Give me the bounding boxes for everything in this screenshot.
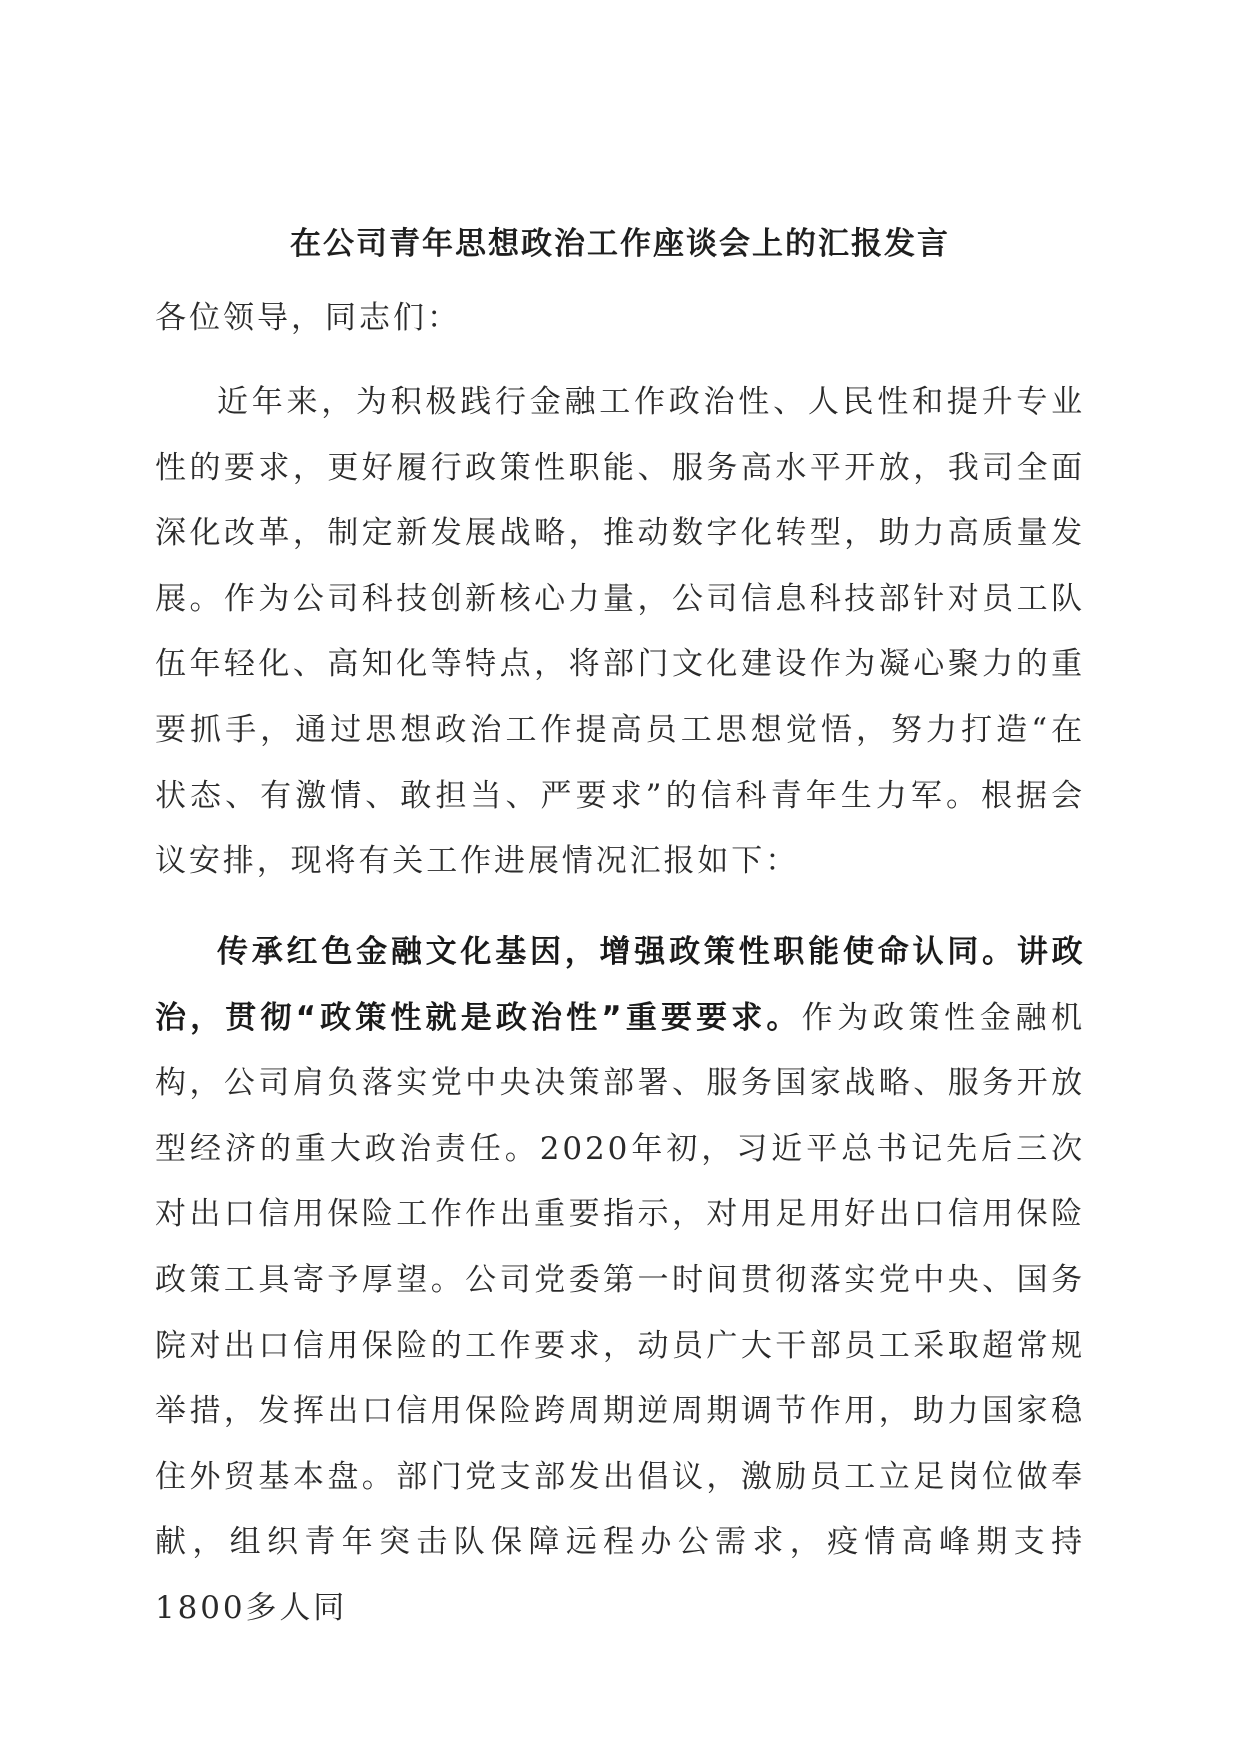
document-title: 在公司青年思想政治工作座谈会上的汇报发言 (290, 226, 950, 262)
paragraph-2 (155, 920, 1085, 1642)
salutation: 各位领导，同志们： (155, 300, 461, 336)
paragraph-1 (155, 370, 1085, 895)
paragraph-2-text: 作为政策性金融机构，公司肩负落实党中央决策部署、服务国家战略、服务开放型经济的重大政治责任。2020年初，习近平总书记先后三次对出口信用保险工作作出重要指示，对用足用好出口信用保险政策工具寄予厚望。公司党委第一时间贯彻落实党中央、国务院对出口信用保险的工作要求，动员广大干部员工采取超常规举措，发挥出口信用保险跨周期逆周期调节作用，助力国家稳住外贸基本盘。部门党支部发出倡议，激励员工立足岗位做奉献，组织青年突击队保障远程办公需求，疫情高峰期支持1800多人同 (155, 999, 1085, 1626)
paragraph-2-heading: 传承红色金融文化基因，增强政策性职能使命认同。讲政治，贯彻“政策性就是政治性”重要要求。 (155, 934, 1085, 1036)
paragraph-1-text: 近年来，为积极践行金融工作政治性、人民性和提升专业性的要求，更好履行政策性职能、服务高水平开放，我司全面深化改革，制定新发展战略，推动数字化转型，助力高质量发展。作为公司科技创新核心力量，公司信息科技部针对员工队伍年轻化、高知化等特点，将部门文化建设作为凝心聚力的重要抓手，通过思想政治工作提高员工思想觉悟，努力打造“在状态、有激情、敢担当、严要求”的信科青年生力军。根据会议安排，现将有关工作进展情况汇报如下： (155, 384, 1085, 880)
